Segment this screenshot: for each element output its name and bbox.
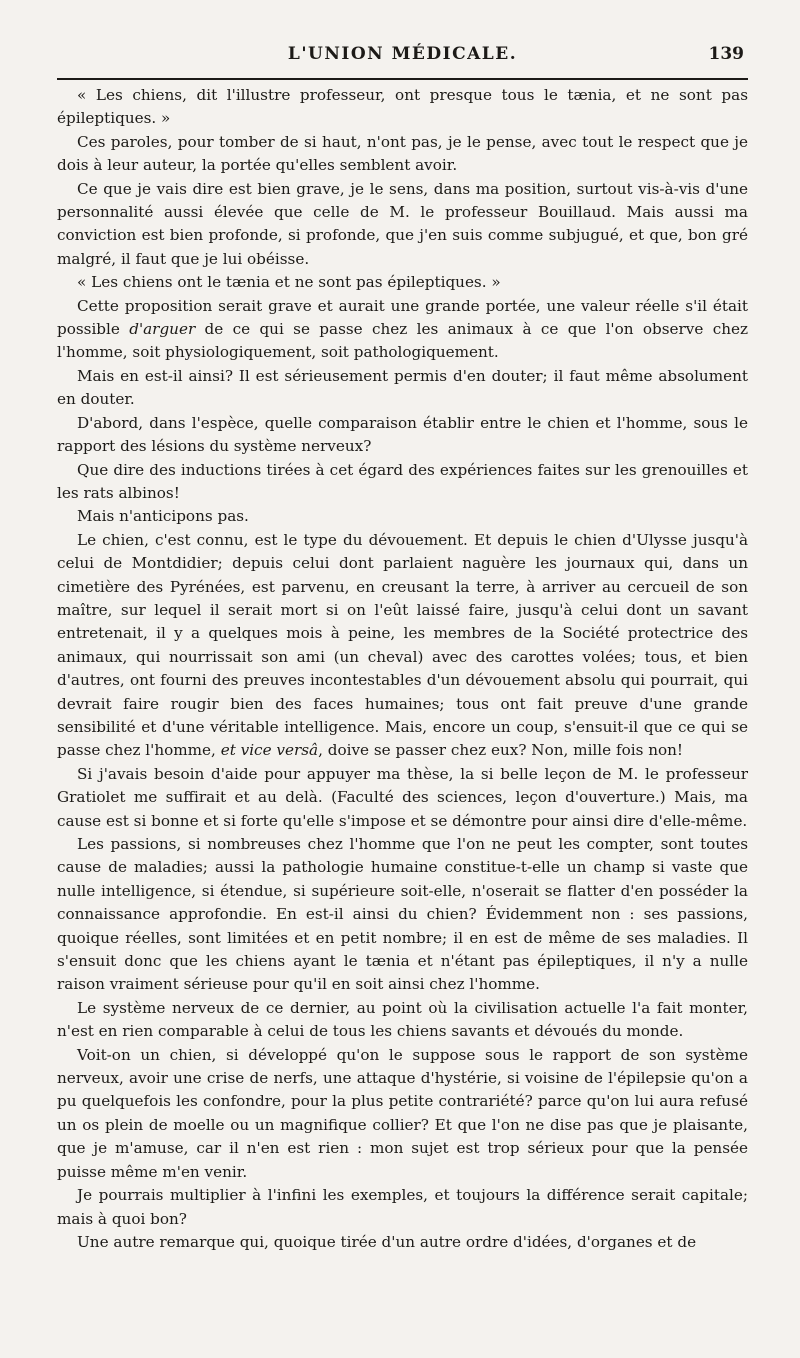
text-run: Mais n'anticipons pas.: [77, 507, 249, 526]
text-run: « Les chiens, dit l'illustre professeur, ont presque tous le tænia, et ne sont pas épileptiques. »: [57, 86, 748, 128]
text-run: Voit-on un chien, si développé qu'on le suppose sous le rapport de son système nerveux, avoir une crise de nerfs, une attaque d'hystérie, si voisine de l'épilepsie qu'on a pu quelquefois les confondre, pour la plus petite contrariété? parce qu'on lui aura refusé un os plein de moelle ou un magnifique collier? Et que l'on ne dise pas que je plaisante, que je m'amuse, car il n'en est rien : mon sujet est trop sérieux pour que la pensée puisse même m'en venir.: [57, 1045, 748, 1181]
paragraph: [57, 1231, 748, 1254]
text-run: « Les chiens ont le tænia et ne sont pas épileptiques. »: [77, 273, 501, 292]
text-run: Mais en est-il ainsi? Il est sérieusement permis d'en douter; il faut même absolument en douter.: [57, 366, 748, 409]
header-rule: [57, 78, 748, 80]
text-run: D'abord, dans l'espèce, quelle comparaison établir entre le chien et l'homme, sous le rapport des lésions du système nerveux?: [57, 413, 748, 456]
paragraph: [57, 365, 748, 412]
paragraph: [57, 763, 748, 833]
paragraph: [57, 459, 748, 506]
text-run: Je pourrais multiplier à l'infini les exemples, et toujours la différence serait capitale; mais à quoi bon?: [57, 1186, 748, 1228]
paragraph: [57, 84, 748, 131]
paragraph: [57, 1184, 748, 1231]
page-number: 139: [708, 44, 744, 64]
paragraph: [57, 505, 748, 528]
body-text: [57, 84, 748, 1254]
text-run: Si j'avais besoin d'aide pour appuyer ma thèse, la si belle leçon de M. le professeur Gratiolet me suffirait et au delà. (Faculté des sciences, leçon d'ouverture.) Mais, ma cause est si bonne et si forte qu'elle s'impose et se démontre pour ainsi dire d'elle-même.: [57, 764, 748, 830]
text-run: de ce qui se passe chez les animaux à ce que l'on observe chez l'homme, soit physiologiquement, soit pathologiquement.: [57, 320, 748, 362]
text-run: Ces paroles, pour tomber de si haut, n'ont pas, je le pense, avec tout le respect que je dois à leur auteur, la portée qu'elles semblent avoir.: [57, 132, 748, 175]
text-run: Ce que je vais dire est bien grave, je le sens, dans ma position, surtout vis-à-vis d'une personnalité aussi élevée que celle de M. le professeur Bouillaud. Mais aussi ma conviction est bien profonde, si profonde, que j'en suis comme subjugué, et que, bon gré malgré, il faut que je lui obéisse.: [57, 179, 748, 268]
paragraph: [57, 131, 748, 178]
paragraph: [57, 1044, 748, 1184]
italic-text: d'arguer: [129, 320, 196, 339]
paragraph: [57, 412, 748, 459]
italic-text: et vice versâ: [220, 741, 319, 760]
paragraph: [57, 833, 748, 997]
paragraph: [57, 997, 748, 1044]
text-run: Que dire des inductions tirées à cet égard des expériences faites sur les grenouilles et les rats albinos!: [57, 460, 748, 502]
paragraph: [57, 529, 748, 763]
paragraph: [57, 295, 748, 365]
text-run: Les passions, si nombreuses chez l'homme que l'on ne peut les compter, sont toutes cause de maladies; aussi la pathologie humaine constitue-t-elle un champ si vaste que nulle intelligence, si étendue, si supérieure soit-elle, n'oserait se flatter d'en posséder la connaissance approfondie. En est-il ainsi du chien? Évidemment non : ses passions, quoique réelles, sont limitées et en petit nombre; il en est de même de ses maladies. Il s'ensuit donc que les chiens ayant le tænia et n'étant pas épileptiques, il n'y a nulle raison vraiment sérieuse pour qu'il en soit ainsi chez l'homme.: [57, 835, 748, 994]
journal-title: L'UNION MÉDICALE.: [287, 44, 518, 64]
text-run: Une autre remarque qui, quoique tirée d'un autre ordre d'idées, d'organes et de: [77, 1232, 697, 1251]
text-run: , doive se passer chez eux? Non, mille fois non!: [318, 741, 684, 760]
paragraph: [57, 178, 748, 272]
text-run: Cette proposition serait grave et aurait une grande portée, une valeur réelle s'il était possible: [57, 296, 748, 339]
paragraph: [57, 271, 748, 294]
running-head: [57, 44, 748, 78]
text-run: Le système nerveux de ce dernier, au point où la civilisation actuelle l'a fait monter, n'est en rien comparable à celui de tous les chiens savants et dévoués du monde.: [57, 998, 748, 1041]
text-run: Le chien, c'est connu, est le type du dévouement. Et depuis le chien d'Ulysse jusqu'à celui de Montdidier; depuis celui dont parlaient naguère les journaux qui, dans un cimetière des Pyrénées, est parvenu, en creusant la terre, à arriver au cercueil de son maître, sur lequel il serait mort si on l'eût laissé faire, jusqu'à celui dont un savant entretenait, il y a quelques mois à peine, les membres de la Société protectrice des animaux, qui nourrissait son ami (un cheval) avec des carottes volées; tous, et bien d'autres, ont fourni des preuves incontestables d'un dévouement absolu qui pourrait, qui devrait faire rougir bien des faces humaines; tous ont fait preuve d'une grande sensibilité et d'une véritable intelligence. Mais, encore un coup, s'ensuit-il que ce qui se passe chez l'homme,: [57, 530, 748, 760]
